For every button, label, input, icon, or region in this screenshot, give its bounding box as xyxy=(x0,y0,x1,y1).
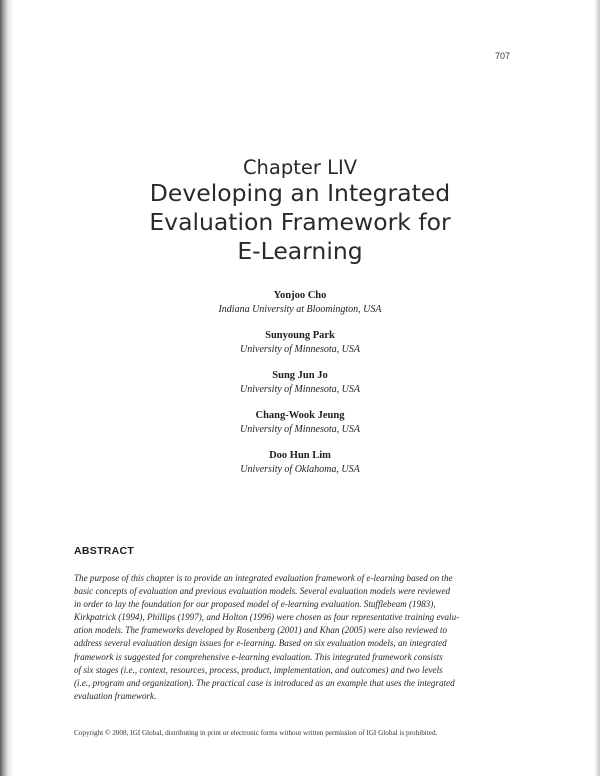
chapter-label: Chapter LIV xyxy=(242,156,358,179)
author-block xyxy=(0,409,600,449)
author-affiliation: University of Oklahoma, USA xyxy=(240,464,360,475)
abstract-line: framework is suggested for comprehensive e-learning evaluation. This integrated framework consists xyxy=(74,651,443,662)
abstract-line: (i.e., program and organization). The practical case is introduced as an example that uses the integrated xyxy=(74,677,455,688)
author-name: Yonjoo Cho xyxy=(273,290,327,301)
abstract-line: in order to lay the foundation for our proposed model of e-learning evaluation. Stufflebeam (1983), xyxy=(74,599,436,610)
abstract-line: The purpose of this chapter is to provide an integrated evaluation framework of e-learning based on the xyxy=(74,573,453,583)
author-name: Sunyoung Park xyxy=(265,330,335,341)
author-name: Chang-Wook Jeung xyxy=(255,410,345,421)
page-number: 707 xyxy=(495,51,511,61)
abstract-line: of six stages (i.e., context, resources, process, product, implementation, and outcomes) and two levels xyxy=(74,664,443,675)
copyright-notice: Copyright © 2008, IGI Global, distributing in print or electronic forms without written permission of IGI Global is prohibited. xyxy=(74,729,438,737)
abstract-body xyxy=(74,572,519,703)
author-block xyxy=(0,289,600,329)
author-block xyxy=(0,369,600,409)
author-name: Sung Jun Jo xyxy=(272,370,328,381)
author-affiliation: University of Minnesota, USA xyxy=(240,424,360,435)
abstract-line: Kirkpatrick (1994), Phillips (1997), and Holton (1996) were chosen as four representative training evalu- xyxy=(74,612,460,623)
abstract-line: address several evaluation design issues for e-learning. Based on six evaluation models, an integrated xyxy=(74,638,447,649)
abstract-line: evaluation framework. xyxy=(74,690,157,701)
author-affiliation: University of Minnesota, USA xyxy=(240,384,360,395)
author-name: Doo Hun Lim xyxy=(269,450,331,461)
chapter-title-line: Developing an Integrated xyxy=(149,179,451,207)
author-list xyxy=(0,289,600,489)
author-block xyxy=(0,329,600,369)
chapter-title xyxy=(0,179,600,266)
chapter-title-line: E-Learning xyxy=(237,237,363,265)
author-affiliation: Indiana University at Bloomington, USA xyxy=(218,304,382,315)
author-affiliation: University of Minnesota, USA xyxy=(240,344,360,355)
abstract-line: basic concepts of evaluation and previous evaluation models. Several evaluation models were reviewed xyxy=(74,586,451,597)
author-block xyxy=(0,449,600,489)
abstract-line: ation models. The frameworks developed by Rosenberg (2001) and Khan (2005) were also reviewed to xyxy=(74,625,448,636)
chapter-title-line: Evaluation Framework for xyxy=(149,208,451,236)
abstract-heading: ABSTRACT xyxy=(74,545,135,557)
